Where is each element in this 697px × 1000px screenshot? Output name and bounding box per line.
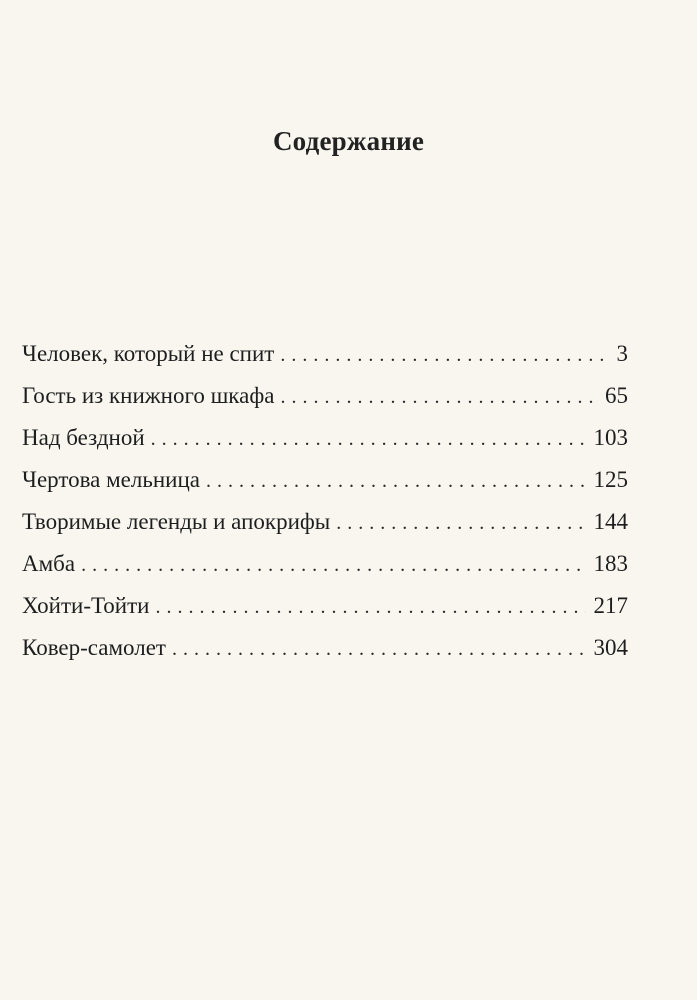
toc-entry-page: 3: [616, 341, 628, 366]
toc-entry-page: 183: [593, 551, 628, 576]
dot-leader: [280, 334, 608, 376]
dot-leader: [280, 376, 597, 418]
dot-leader: [206, 460, 586, 502]
toc-entry: [22, 627, 628, 669]
toc-entry: [22, 543, 628, 585]
dot-leader: [336, 502, 585, 544]
table-of-contents: [22, 333, 628, 669]
dot-leader: [81, 544, 585, 586]
toc-entry: [22, 333, 628, 375]
toc-entry-title: Над бездной: [22, 425, 145, 450]
toc-entry-title: Хойти-Тойти: [22, 593, 150, 618]
toc-entry-title: Гость из книжного шкафа: [22, 383, 275, 408]
toc-entry: [22, 459, 628, 501]
toc-entry-page: 304: [593, 635, 628, 660]
toc-entry-page: 217: [593, 593, 628, 618]
dot-leader: [172, 628, 586, 670]
toc-entry-title: Амба: [22, 551, 76, 576]
toc-entry-title: Чертова мельница: [22, 467, 200, 492]
toc-entry: [22, 375, 628, 417]
dot-leader: [155, 586, 585, 628]
toc-entry: [22, 501, 628, 543]
toc-entry: [22, 585, 628, 627]
toc-entry-page: 65: [605, 383, 628, 408]
toc-entry-title: Ковер-самолет: [22, 635, 166, 660]
toc-entry: [22, 417, 628, 459]
toc-entry-page: 125: [593, 467, 628, 492]
toc-entry-title: Творимые легенды и апокрифы: [22, 509, 331, 534]
page-title: Содержание: [272, 126, 425, 156]
toc-entry-page: 103: [593, 425, 628, 450]
toc-entry-page: 144: [593, 509, 628, 534]
dot-leader: [151, 418, 586, 460]
toc-entry-title: Человек, который не спит: [22, 341, 275, 366]
